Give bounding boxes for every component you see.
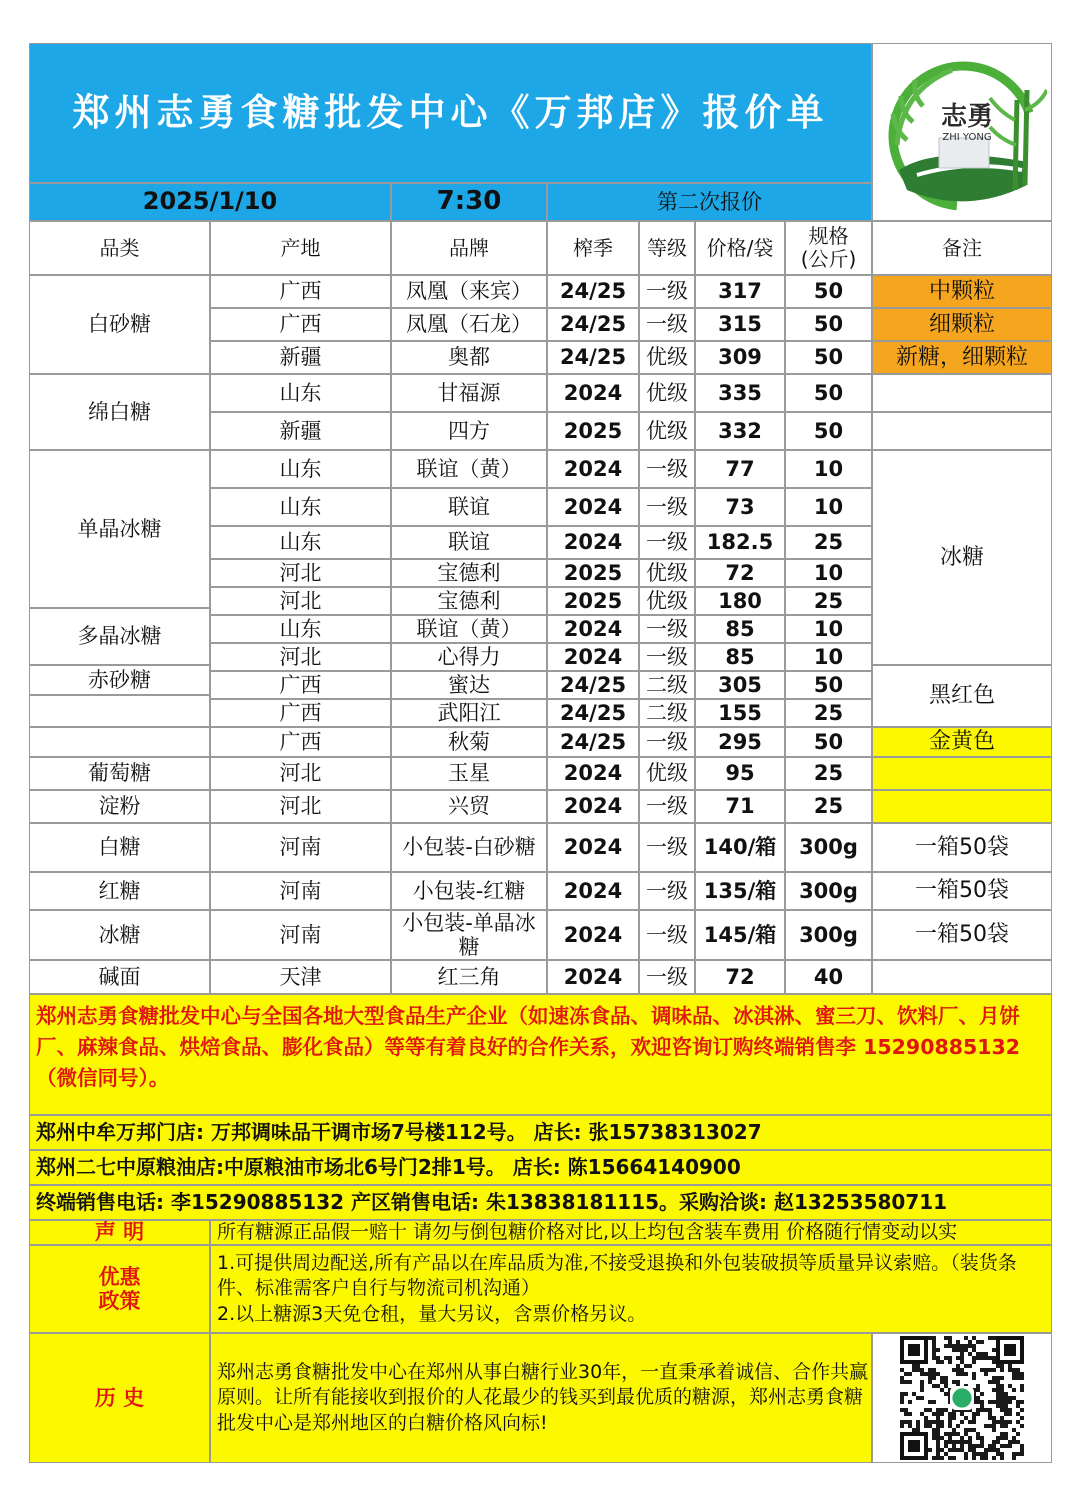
cell-spec: 40 (785, 960, 872, 994)
cell-brand: 红三角 (391, 960, 547, 994)
cell-spec: 10 (785, 450, 872, 488)
cell-brand: 奥都 (391, 341, 547, 374)
cell-origin: 山东 (210, 488, 391, 526)
category-jianmian: 碱面 (29, 960, 210, 994)
cell-price: 180 (695, 587, 785, 615)
cell-season: 2025 (547, 559, 639, 587)
cell-grade: 一级 (639, 526, 695, 559)
statement-text: 所有糖源正品假一赔十 请勿与倒包糖价格对比,以上均包含装车费用 价格随行情变动以实 (210, 1220, 1052, 1245)
cell-origin: 河北 (210, 643, 391, 671)
cell-grade: 一级 (639, 910, 695, 960)
cell-brand: 联谊（黄） (391, 615, 547, 643)
cell-origin: 广西 (210, 308, 391, 341)
cell-origin: 河北 (210, 559, 391, 587)
cell-price: 72 (695, 960, 785, 994)
cell-origin: 新疆 (210, 341, 391, 374)
category-bingtang: 冰糖 (29, 910, 210, 960)
category-duojing: 多晶冰糖 (29, 608, 210, 665)
cell-season: 2024 (547, 643, 639, 671)
cell-season: 2024 (547, 872, 639, 910)
note-yixiang: 一箱50袋 (872, 872, 1052, 910)
cell-brand: 宝德利 (391, 559, 547, 587)
cell-grade: 优级 (639, 587, 695, 615)
cell-spec: 300g (785, 823, 872, 872)
cell-price: 71 (695, 790, 785, 823)
cell-season: 2024 (547, 790, 639, 823)
cell-grade: 优级 (639, 757, 695, 790)
cell-season: 2025 (547, 412, 639, 450)
cell-grade: 一级 (639, 643, 695, 671)
cell-season: 24/25 (547, 275, 639, 308)
cell-brand: 玉星 (391, 757, 547, 790)
quote-round: 第二次报价 (547, 183, 872, 221)
cell-spec: 50 (785, 374, 872, 412)
note-yixiang: 一箱50袋 (872, 823, 1052, 872)
history-label: 历 史 (29, 1333, 210, 1463)
note-bingtang: 冰糖 (872, 450, 1052, 665)
logo (872, 43, 1052, 221)
cell-grade: 一级 (639, 790, 695, 823)
cell-season: 2024 (547, 374, 639, 412)
cell-price: 317 (695, 275, 785, 308)
note-heihong: 黑红色 (872, 665, 1052, 727)
column-header: 规格 (公斤) (785, 221, 872, 275)
cell-origin: 河北 (210, 587, 391, 615)
note-zhongkeli: 中颗粒 (872, 275, 1052, 308)
cell-spec: 25 (785, 587, 872, 615)
cell-price: 335 (695, 374, 785, 412)
cell-season: 2024 (547, 910, 639, 960)
cell-spec: 10 (785, 615, 872, 643)
cell-price: 155 (695, 699, 785, 727)
quote-time: 7:30 (391, 183, 547, 221)
policy-item-1: 1.可提供周边配送,所有产品以在库品质为准,不接受退换和外包装破损等质量异议索赔。（装货条件、标准需客户自行与物流司机沟通） (217, 1251, 1017, 1300)
logo-subtext: ZHI YONG (942, 131, 992, 143)
cell-price: 295 (695, 727, 785, 757)
column-header: 产地 (210, 221, 391, 275)
category-putao: 葡萄糖 (29, 757, 210, 790)
cell-grade: 一级 (639, 450, 695, 488)
page-title: 郑州志勇食糖批发中心《万邦店》报价单 (29, 43, 872, 183)
cell-season: 2024 (547, 488, 639, 526)
cell-season: 24/25 (547, 671, 639, 699)
cell-brand: 联谊 (391, 526, 547, 559)
cell-origin: 广西 (210, 727, 391, 757)
history-text: 郑州志勇食糖批发中心在郑州从事白糖行业30年，一直秉承着诚信、合作共赢原则。让所有能接收到报价的人花最少的钱买到最优质的糖源，郑州志勇食糖批发中心是郑州地区的白糖价格风向标! (210, 1333, 872, 1463)
cell-brand: 四方 (391, 412, 547, 450)
cell-brand: 小包装-红糖 (391, 872, 547, 910)
category-dianfen: 淀粉 (29, 790, 210, 823)
cell-season: 2025 (547, 587, 639, 615)
cell-origin: 河南 (210, 910, 391, 960)
note-jinhuang: 金黄色 (872, 727, 1052, 757)
cell-brand: 宝德利 (391, 587, 547, 615)
cell-brand: 心得力 (391, 643, 547, 671)
cell-season: 2024 (547, 757, 639, 790)
cell-spec: 25 (785, 699, 872, 727)
cell-grade: 一级 (639, 488, 695, 526)
note-xikeli: 细颗粒 (872, 308, 1052, 341)
column-header: 品牌 (391, 221, 547, 275)
note-empty (872, 412, 1052, 450)
cell-brand: 凤凰（石龙） (391, 308, 547, 341)
cell-brand: 秋菊 (391, 727, 547, 757)
cell-grade: 一级 (639, 727, 695, 757)
cell-grade: 二级 (639, 671, 695, 699)
intro-text: 郑州志勇食糖批发中心与全国各地大型食品生产企业（如速冻食品、调味品、冰淇淋、蜜三刀、饮料厂、月饼厂、麻辣食品、烘焙食品、膨化食品）等等有着良好的合作关系，欢迎咨询订购终端销售李 15290885132（微信同号）。 (29, 994, 1052, 1115)
cell-brand: 甘福源 (391, 374, 547, 412)
cell-season: 24/25 (547, 341, 639, 374)
category-chisha: 赤砂糖 (29, 665, 210, 695)
cell-origin: 河北 (210, 790, 391, 823)
cell-spec: 50 (785, 275, 872, 308)
cell-grade: 一级 (639, 960, 695, 994)
cell-origin: 新疆 (210, 412, 391, 450)
cell-price: 135/箱 (695, 872, 785, 910)
cell-spec: 50 (785, 671, 872, 699)
quote-date: 2025/1/10 (29, 183, 391, 221)
cell-season: 24/25 (547, 727, 639, 757)
cell-spec: 50 (785, 308, 872, 341)
cell-season: 2024 (547, 960, 639, 994)
category-baisha: 白砂糖 (29, 275, 210, 374)
cell-season: 2024 (547, 526, 639, 559)
column-header: 价格/袋 (695, 221, 785, 275)
qr-code-icon (900, 1336, 1024, 1460)
cell-brand: 小包装-单晶冰糖 (391, 910, 547, 960)
cell-grade: 优级 (639, 559, 695, 587)
cell-brand: 蜜达 (391, 671, 547, 699)
cell-season: 2024 (547, 615, 639, 643)
cell-grade: 一级 (639, 275, 695, 308)
cell-origin: 河北 (210, 757, 391, 790)
cell-grade: 一级 (639, 823, 695, 872)
qr-code (872, 1333, 1052, 1463)
cell-brand: 联谊（黄） (391, 450, 547, 488)
cell-spec: 50 (785, 341, 872, 374)
cell-origin: 山东 (210, 615, 391, 643)
price-sheet (29, 43, 1052, 1463)
phone-line: 终端销售电话: 李15290885132 产区销售电话: 朱13838181115。采购洽谈: 赵13253580711 (29, 1185, 1052, 1220)
cell-price: 309 (695, 341, 785, 374)
cell-price: 315 (695, 308, 785, 341)
column-header: 品类 (29, 221, 210, 275)
column-header: 等级 (639, 221, 695, 275)
policy-label: 优惠 政策 (29, 1245, 210, 1333)
store-1: 郑州中牟万邦门店: 万邦调味品干调市场7号楼112号。 店长: 张15738313027 (29, 1115, 1052, 1150)
cell-brand: 兴贸 (391, 790, 547, 823)
policy-item-2: 2.以上糖源3天免仓租，量大另议，含票价格另议。 (217, 1302, 647, 1325)
cell-season: 2024 (547, 823, 639, 872)
cell-origin: 山东 (210, 374, 391, 412)
store-2: 郑州二七中原粮油店:中原粮油市场北6号门2排1号。 店长: 陈15664140900 (29, 1150, 1052, 1185)
note-xintang: 新糖，细颗粒 (872, 341, 1052, 374)
cell-grade: 优级 (639, 341, 695, 374)
cell-spec: 10 (785, 559, 872, 587)
cell-origin: 广西 (210, 275, 391, 308)
category-empty (29, 695, 210, 727)
cell-grade: 优级 (639, 374, 695, 412)
cell-spec: 25 (785, 526, 872, 559)
cell-spec: 25 (785, 757, 872, 790)
cell-price: 95 (695, 757, 785, 790)
cell-price: 332 (695, 412, 785, 450)
policy-text (210, 1245, 1052, 1333)
note-empty (872, 757, 1052, 790)
cell-origin: 山东 (210, 526, 391, 559)
cell-brand: 联谊 (391, 488, 547, 526)
cell-grade: 二级 (639, 699, 695, 727)
column-header: 榨季 (547, 221, 639, 275)
cell-spec: 25 (785, 790, 872, 823)
cell-spec: 300g (785, 910, 872, 960)
logo-text: 志勇 (940, 101, 994, 132)
cell-origin: 广西 (210, 671, 391, 699)
category-danjing: 单晶冰糖 (29, 450, 210, 608)
note-empty (872, 790, 1052, 823)
cell-brand: 凤凰（来宾） (391, 275, 547, 308)
cell-price: 85 (695, 643, 785, 671)
cell-season: 24/25 (547, 308, 639, 341)
cell-spec: 50 (785, 412, 872, 450)
cell-grade: 优级 (639, 412, 695, 450)
cell-brand: 武阳江 (391, 699, 547, 727)
column-header: 备注 (872, 221, 1052, 275)
cell-spec: 10 (785, 488, 872, 526)
note-empty (872, 960, 1052, 994)
category-baitang: 白糖 (29, 823, 210, 872)
cell-spec: 10 (785, 643, 872, 671)
zhiyong-logo-icon (877, 50, 1047, 215)
statement-label: 声 明 (29, 1220, 210, 1245)
cell-price: 72 (695, 559, 785, 587)
cell-price: 182.5 (695, 526, 785, 559)
cell-price: 140/箱 (695, 823, 785, 872)
cell-spec: 50 (785, 727, 872, 757)
cell-grade: 一级 (639, 872, 695, 910)
category-empty (29, 727, 210, 757)
cell-origin: 广西 (210, 699, 391, 727)
category-mianbai: 绵白糖 (29, 374, 210, 450)
cell-season: 2024 (547, 450, 639, 488)
cell-spec: 300g (785, 872, 872, 910)
note-empty (872, 374, 1052, 412)
cell-origin: 河南 (210, 872, 391, 910)
cell-brand: 小包装-白砂糖 (391, 823, 547, 872)
category-hongtang: 红糖 (29, 872, 210, 910)
cell-grade: 一级 (639, 308, 695, 341)
cell-season: 24/25 (547, 699, 639, 727)
cell-grade: 一级 (639, 615, 695, 643)
cell-origin: 山东 (210, 450, 391, 488)
cell-origin: 河南 (210, 823, 391, 872)
cell-price: 77 (695, 450, 785, 488)
cell-origin: 天津 (210, 960, 391, 994)
note-yixiang: 一箱50袋 (872, 910, 1052, 960)
cell-price: 145/箱 (695, 910, 785, 960)
cell-price: 305 (695, 671, 785, 699)
cell-price: 85 (695, 615, 785, 643)
cell-price: 73 (695, 488, 785, 526)
